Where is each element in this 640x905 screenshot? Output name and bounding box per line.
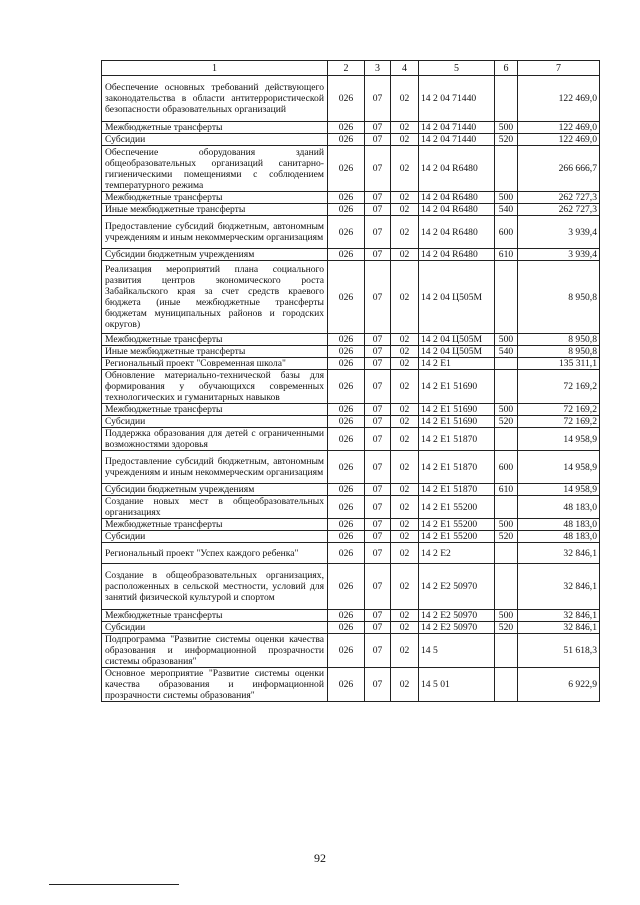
section-code-cell: 07 <box>365 216 391 249</box>
table-row <box>102 76 600 122</box>
target-article-cell: 14 2 E1 <box>419 358 495 370</box>
amount-cell: 32 846,1 <box>518 610 600 622</box>
expense-type-cell: 500 <box>495 404 518 416</box>
table-row <box>102 204 600 216</box>
subsection-code-cell: 02 <box>391 216 419 249</box>
target-article-cell: 14 2 04 R6480 <box>419 204 495 216</box>
amount-cell: 51 618,3 <box>518 634 600 668</box>
expense-type-cell: 520 <box>495 531 518 543</box>
table-row <box>102 370 600 404</box>
expense-type-cell <box>495 668 518 702</box>
target-article-cell: 14 2 E1 51690 <box>419 370 495 404</box>
table-row <box>102 668 600 702</box>
ministry-code-cell: 026 <box>328 192 365 204</box>
header-cell: 5 <box>419 61 495 76</box>
footnote-divider <box>49 884 179 885</box>
subsection-code-cell: 02 <box>391 519 419 531</box>
table-row <box>102 634 600 668</box>
expense-type-cell: 520 <box>495 622 518 634</box>
subsection-code-cell: 02 <box>391 358 419 370</box>
expense-type-cell: 500 <box>495 122 518 134</box>
expense-type-cell <box>495 543 518 564</box>
header-cell: 6 <box>495 61 518 76</box>
amount-cell: 48 183,0 <box>518 531 600 543</box>
subsection-code-cell: 02 <box>391 134 419 146</box>
row-name-cell: Межбюджетные трансферты <box>102 334 328 346</box>
target-article-cell: 14 2 E1 55200 <box>419 496 495 519</box>
target-article-cell: 14 2 04 Ц505М <box>419 261 495 334</box>
section-code-cell: 07 <box>365 76 391 122</box>
section-code-cell: 07 <box>365 416 391 428</box>
expense-type-cell: 500 <box>495 334 518 346</box>
row-name-cell: Субсидии <box>102 531 328 543</box>
expense-type-cell: 500 <box>495 610 518 622</box>
subsection-code-cell: 02 <box>391 610 419 622</box>
subsection-code-cell: 02 <box>391 204 419 216</box>
table-row <box>102 334 600 346</box>
row-name-cell: Субсидии <box>102 622 328 634</box>
row-name-cell: Межбюджетные трансферты <box>102 192 328 204</box>
row-name-cell: Межбюджетные трансферты <box>102 610 328 622</box>
ministry-code-cell: 026 <box>328 496 365 519</box>
amount-cell: 3 939,4 <box>518 249 600 261</box>
header-cell: 1 <box>102 61 328 76</box>
row-name-cell: Обеспечение основных требований действующего законодательства в области антитеррористической безопасности образовательных организаций <box>102 76 328 122</box>
row-name-cell: Создание в общеобразовательных организациях, расположенных в сельской местности, условий для занятий физической культурой и спортом <box>102 564 328 610</box>
table-row <box>102 358 600 370</box>
subsection-code-cell: 02 <box>391 334 419 346</box>
subsection-code-cell: 02 <box>391 416 419 428</box>
target-article-cell: 14 2 E2 50970 <box>419 622 495 634</box>
table-row <box>102 261 600 334</box>
expense-type-cell <box>495 496 518 519</box>
ministry-code-cell: 026 <box>328 519 365 531</box>
amount-cell: 14 958,9 <box>518 451 600 484</box>
table-row <box>102 564 600 610</box>
target-article-cell: 14 2 E1 51690 <box>419 416 495 428</box>
amount-cell: 72 169,2 <box>518 416 600 428</box>
target-article-cell: 14 2 E1 55200 <box>419 531 495 543</box>
section-code-cell: 07 <box>365 484 391 496</box>
row-name-cell: Межбюджетные трансферты <box>102 519 328 531</box>
ministry-code-cell: 026 <box>328 484 365 496</box>
amount-cell: 122 469,0 <box>518 134 600 146</box>
table-row <box>102 192 600 204</box>
row-name-cell: Субсидии <box>102 134 328 146</box>
table-row <box>102 146 600 192</box>
expense-type-cell: 600 <box>495 451 518 484</box>
amount-cell: 14 958,9 <box>518 484 600 496</box>
target-article-cell: 14 2 04 R6480 <box>419 146 495 192</box>
section-code-cell: 07 <box>365 346 391 358</box>
expense-type-cell: 500 <box>495 519 518 531</box>
section-code-cell: 07 <box>365 496 391 519</box>
section-code-cell: 07 <box>365 610 391 622</box>
expense-type-cell: 600 <box>495 216 518 249</box>
ministry-code-cell: 026 <box>328 634 365 668</box>
ministry-code-cell: 026 <box>328 358 365 370</box>
section-code-cell: 07 <box>365 261 391 334</box>
row-name-cell: Региональный проект "Современная школа" <box>102 358 328 370</box>
section-code-cell: 07 <box>365 543 391 564</box>
row-name-cell: Создание новых мест в общеобразовательных организациях <box>102 496 328 519</box>
amount-cell: 8 950,8 <box>518 346 600 358</box>
expense-type-cell: 520 <box>495 416 518 428</box>
row-name-cell: Предоставление субсидий бюджетным, автономным учреждениям и иным некоммерческим организациям <box>102 216 328 249</box>
header-cell: 4 <box>391 61 419 76</box>
subsection-code-cell: 02 <box>391 146 419 192</box>
row-name-cell: Обеспечение оборудования зданий общеобразовательных организаций санитарно-гигиеническими помещениями с соблюдением температурного режима <box>102 146 328 192</box>
section-code-cell: 07 <box>365 634 391 668</box>
row-name-cell: Субсидии бюджетным учреждениям <box>102 484 328 496</box>
ministry-code-cell: 026 <box>328 146 365 192</box>
subsection-code-cell: 02 <box>391 249 419 261</box>
target-article-cell: 14 2 E1 55200 <box>419 519 495 531</box>
expense-type-cell: 500 <box>495 192 518 204</box>
amount-cell: 6 922,9 <box>518 668 600 702</box>
target-article-cell: 14 2 04 71440 <box>419 76 495 122</box>
table-row <box>102 543 600 564</box>
ministry-code-cell: 026 <box>328 216 365 249</box>
target-article-cell: 14 2 E1 51870 <box>419 484 495 496</box>
amount-cell: 262 727,3 <box>518 204 600 216</box>
amount-cell: 72 169,2 <box>518 404 600 416</box>
ministry-code-cell: 026 <box>328 204 365 216</box>
expense-type-cell: 540 <box>495 204 518 216</box>
amount-cell: 32 846,1 <box>518 622 600 634</box>
table-row <box>102 622 600 634</box>
subsection-code-cell: 02 <box>391 346 419 358</box>
section-code-cell: 07 <box>365 122 391 134</box>
amount-cell: 122 469,0 <box>518 122 600 134</box>
subsection-code-cell: 02 <box>391 261 419 334</box>
row-name-cell: Иные межбюджетные трансферты <box>102 204 328 216</box>
table-row <box>102 484 600 496</box>
section-code-cell: 07 <box>365 358 391 370</box>
ministry-code-cell: 026 <box>328 76 365 122</box>
target-article-cell: 14 2 E2 <box>419 543 495 564</box>
subsection-code-cell: 02 <box>391 496 419 519</box>
row-name-cell: Основное мероприятие "Развитие системы оценки качества образования и информационной прозрачности системы образования" <box>102 668 328 702</box>
table-row <box>102 404 600 416</box>
section-code-cell: 07 <box>365 334 391 346</box>
table-row <box>102 610 600 622</box>
subsection-code-cell: 02 <box>391 564 419 610</box>
section-code-cell: 07 <box>365 192 391 204</box>
target-article-cell: 14 2 04 R6480 <box>419 192 495 204</box>
amount-cell: 14 958,9 <box>518 428 600 451</box>
subsection-code-cell: 02 <box>391 404 419 416</box>
amount-cell: 262 727,3 <box>518 192 600 204</box>
subsection-code-cell: 02 <box>391 622 419 634</box>
target-article-cell: 14 2 E1 51870 <box>419 451 495 484</box>
table-row <box>102 416 600 428</box>
amount-cell: 266 666,7 <box>518 146 600 192</box>
target-article-cell: 14 2 04 R6480 <box>419 216 495 249</box>
expense-type-cell: 540 <box>495 346 518 358</box>
row-name-cell: Межбюджетные трансферты <box>102 404 328 416</box>
page-number: 92 <box>314 851 326 865</box>
target-article-cell: 14 2 E2 50970 <box>419 610 495 622</box>
subsection-code-cell: 02 <box>391 543 419 564</box>
amount-cell: 3 939,4 <box>518 216 600 249</box>
ministry-code-cell: 026 <box>328 564 365 610</box>
amount-cell: 32 846,1 <box>518 564 600 610</box>
section-code-cell: 07 <box>365 134 391 146</box>
section-code-cell: 07 <box>365 519 391 531</box>
budget-table <box>101 60 600 702</box>
table-row <box>102 134 600 146</box>
ministry-code-cell: 026 <box>328 428 365 451</box>
row-name-cell: Субсидии бюджетным учреждениям <box>102 249 328 261</box>
row-name-cell: Подпрограмма "Развитие системы оценки качества образования и информационной прозрачности системы образования" <box>102 634 328 668</box>
ministry-code-cell: 026 <box>328 346 365 358</box>
section-code-cell: 07 <box>365 451 391 484</box>
subsection-code-cell: 02 <box>391 428 419 451</box>
target-article-cell: 14 5 01 <box>419 668 495 702</box>
ministry-code-cell: 026 <box>328 451 365 484</box>
ministry-code-cell: 026 <box>328 543 365 564</box>
amount-cell: 122 469,0 <box>518 76 600 122</box>
row-name-cell: Региональный проект "Успех каждого ребенка" <box>102 543 328 564</box>
expense-type-cell <box>495 370 518 404</box>
amount-cell: 8 950,8 <box>518 334 600 346</box>
section-code-cell: 07 <box>365 531 391 543</box>
row-name-cell: Реализация мероприятий плана социального развития центров экономического роста Забайкальского края за счет средств краевого бюджета (иные межбюджетные трансферты бюджетам муниципальных районов и городских округов) <box>102 261 328 334</box>
section-code-cell: 07 <box>365 370 391 404</box>
expense-type-cell: 520 <box>495 134 518 146</box>
section-code-cell: 07 <box>365 249 391 261</box>
row-name-cell: Обновление материально-технической базы для формирования у обучающихся современных технологических и гуманитарных навыков <box>102 370 328 404</box>
subsection-code-cell: 02 <box>391 370 419 404</box>
row-name-cell: Субсидии <box>102 416 328 428</box>
table-row <box>102 346 600 358</box>
expense-type-cell <box>495 564 518 610</box>
table-row <box>102 519 600 531</box>
ministry-code-cell: 026 <box>328 668 365 702</box>
amount-cell: 32 846,1 <box>518 543 600 564</box>
expense-type-cell: 610 <box>495 484 518 496</box>
header-cell: 2 <box>328 61 365 76</box>
expense-type-cell <box>495 261 518 334</box>
ministry-code-cell: 026 <box>328 249 365 261</box>
section-code-cell: 07 <box>365 622 391 634</box>
ministry-code-cell: 026 <box>328 261 365 334</box>
subsection-code-cell: 02 <box>391 484 419 496</box>
amount-cell: 8 950,8 <box>518 261 600 334</box>
expense-type-cell: 610 <box>495 249 518 261</box>
subsection-code-cell: 02 <box>391 634 419 668</box>
table-row <box>102 496 600 519</box>
ministry-code-cell: 026 <box>328 404 365 416</box>
ministry-code-cell: 026 <box>328 610 365 622</box>
ministry-code-cell: 026 <box>328 622 365 634</box>
ministry-code-cell: 026 <box>328 531 365 543</box>
amount-cell: 48 183,0 <box>518 496 600 519</box>
section-code-cell: 07 <box>365 146 391 192</box>
section-code-cell: 07 <box>365 404 391 416</box>
section-code-cell: 07 <box>365 668 391 702</box>
subsection-code-cell: 02 <box>391 668 419 702</box>
amount-cell: 135 311,1 <box>518 358 600 370</box>
subsection-code-cell: 02 <box>391 122 419 134</box>
expense-type-cell <box>495 358 518 370</box>
target-article-cell: 14 2 E2 50970 <box>419 564 495 610</box>
header-cell: 3 <box>365 61 391 76</box>
expense-type-cell <box>495 634 518 668</box>
expense-type-cell <box>495 76 518 122</box>
row-name-cell: Поддержка образования для детей с ограниченными возможностями здоровья <box>102 428 328 451</box>
target-article-cell: 14 2 04 71440 <box>419 134 495 146</box>
target-article-cell: 14 2 04 71440 <box>419 122 495 134</box>
amount-cell: 48 183,0 <box>518 519 600 531</box>
section-code-cell: 07 <box>365 428 391 451</box>
table-row <box>102 428 600 451</box>
ministry-code-cell: 026 <box>328 334 365 346</box>
section-code-cell: 07 <box>365 204 391 216</box>
table-row <box>102 216 600 249</box>
subsection-code-cell: 02 <box>391 192 419 204</box>
target-article-cell: 14 2 04 R6480 <box>419 249 495 261</box>
target-article-cell: 14 2 E1 51690 <box>419 404 495 416</box>
row-name-cell: Предоставление субсидий бюджетным, автономным учреждениям и иным некоммерческим организациям <box>102 451 328 484</box>
ministry-code-cell: 026 <box>328 122 365 134</box>
subsection-code-cell: 02 <box>391 531 419 543</box>
expense-type-cell <box>495 428 518 451</box>
section-code-cell: 07 <box>365 564 391 610</box>
target-article-cell: 14 2 04 Ц505М <box>419 346 495 358</box>
target-article-cell: 14 5 <box>419 634 495 668</box>
ministry-code-cell: 026 <box>328 370 365 404</box>
target-article-cell: 14 2 E1 51870 <box>419 428 495 451</box>
amount-cell: 72 169,2 <box>518 370 600 404</box>
table-row <box>102 122 600 134</box>
table-row <box>102 531 600 543</box>
expense-type-cell <box>495 146 518 192</box>
table-header-row <box>102 61 600 76</box>
target-article-cell: 14 2 04 Ц505М <box>419 334 495 346</box>
table-row <box>102 451 600 484</box>
ministry-code-cell: 026 <box>328 134 365 146</box>
row-name-cell: Иные межбюджетные трансферты <box>102 346 328 358</box>
table-row <box>102 249 600 261</box>
header-cell: 7 <box>518 61 600 76</box>
row-name-cell: Межбюджетные трансферты <box>102 122 328 134</box>
ministry-code-cell: 026 <box>328 416 365 428</box>
subsection-code-cell: 02 <box>391 76 419 122</box>
subsection-code-cell: 02 <box>391 451 419 484</box>
